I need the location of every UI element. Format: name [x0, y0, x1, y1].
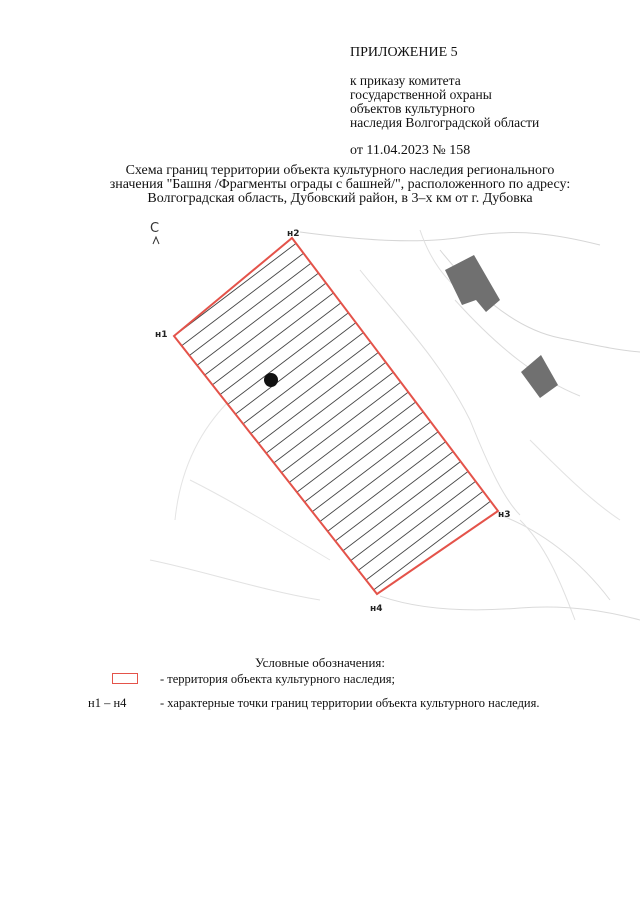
hatch-line	[150, 444, 640, 822]
hatch-line	[38, 296, 536, 674]
hatch-line	[0, 38, 341, 416]
building-1	[445, 255, 500, 312]
hatch-line	[0, 246, 498, 624]
hatch-line	[330, 682, 640, 905]
hatch-line	[0, 0, 311, 377]
hatch-line	[225, 543, 640, 905]
order-date-number: от 11.04.2023 № 158	[350, 143, 471, 158]
hatch-line	[0, 68, 363, 446]
road-line	[380, 596, 640, 620]
hatch-line	[0, 0, 296, 357]
hatch-line	[0, 187, 453, 565]
order-line-2: государственной охраны	[350, 87, 492, 102]
order-line-3: объектов культурного	[350, 101, 475, 116]
hatch-line	[15, 266, 513, 644]
road-line	[455, 300, 580, 396]
hatch-line	[368, 731, 640, 905]
order-line-1: к приказу комитета	[350, 73, 461, 88]
road-line	[530, 440, 620, 520]
order-line-4: наследия Волгоградской области	[350, 115, 540, 130]
hatch-line	[120, 404, 618, 782]
territory-swatch-icon	[112, 673, 138, 684]
legend-territory-text: - территория объекта культурного наследия;	[160, 672, 396, 686]
scheme-title-line-3: Волгоградская область, Дубовский район, в 3–х км от г. Дубовка	[147, 191, 533, 206]
road-line	[190, 480, 330, 560]
hatch-line	[53, 315, 551, 693]
hatch-line	[113, 395, 611, 773]
road-line	[175, 400, 230, 520]
hatch-line	[240, 563, 640, 905]
hatch-line	[0, 78, 371, 456]
point-label-n1: н1	[155, 330, 168, 340]
hatch-line	[165, 464, 640, 842]
hatch-line	[270, 602, 640, 905]
hatch-line	[0, 216, 476, 594]
legend-heading: Условные обозначения:	[254, 655, 386, 670]
hatch-line	[60, 325, 558, 703]
hatch-line	[263, 593, 640, 905]
hatch-line	[0, 107, 393, 485]
hatch-line	[210, 523, 640, 901]
hatch-line	[45, 305, 543, 683]
hatch-line	[338, 692, 640, 905]
hatch-line	[0, 127, 408, 505]
hatch-line	[30, 286, 528, 664]
point-label-n4: н4	[370, 604, 383, 614]
hatch-line	[0, 167, 438, 545]
hatch-line	[233, 553, 640, 905]
hatch-line	[0, 0, 281, 337]
hatch-line	[0, 226, 483, 604]
road-line	[150, 560, 320, 600]
hatch-line	[345, 701, 640, 905]
north-label: С	[150, 221, 160, 236]
road-line	[300, 232, 600, 245]
hatch-line	[8, 256, 506, 634]
hatch-line	[255, 583, 640, 905]
building-2	[521, 355, 558, 398]
appendix-title: ПРИЛОЖЕНИЕ 5	[350, 45, 458, 60]
hatch-line	[353, 711, 640, 905]
hatch-line	[0, 0, 303, 367]
legend-points-key: н1 – н4	[88, 696, 127, 710]
point-label-n3: н3	[498, 510, 511, 520]
road-line	[500, 515, 610, 600]
point-label-n2: н2	[287, 229, 300, 239]
hatch-line	[158, 454, 640, 832]
scheme-title-line-2: значения "Башня /Фрагменты ограды с башней/", расположенного по адресу:	[109, 177, 571, 192]
hatch-line	[248, 573, 640, 905]
hatch-line	[135, 424, 633, 802]
hatch-line	[23, 276, 521, 654]
hatch-line	[0, 0, 273, 327]
hatch-line	[218, 533, 640, 905]
north-arrow-icon	[153, 237, 159, 244]
legend-points-text: - характерные точки границ территории объекта культурного наследия.	[160, 696, 540, 710]
heritage-object-marker	[264, 373, 278, 387]
hatch-line	[0, 28, 333, 406]
hatch-line	[308, 652, 640, 905]
scheme-title-line-1: Схема границ территории объекта культурного наследия регионального	[125, 163, 555, 178]
hatch-line	[0, 0, 288, 347]
road-line	[520, 520, 575, 620]
hatch-line	[0, 197, 461, 575]
hatch-line	[0, 206, 468, 584]
hatch-line	[360, 721, 640, 905]
background-roads	[150, 230, 640, 620]
hatch-line	[143, 434, 640, 812]
